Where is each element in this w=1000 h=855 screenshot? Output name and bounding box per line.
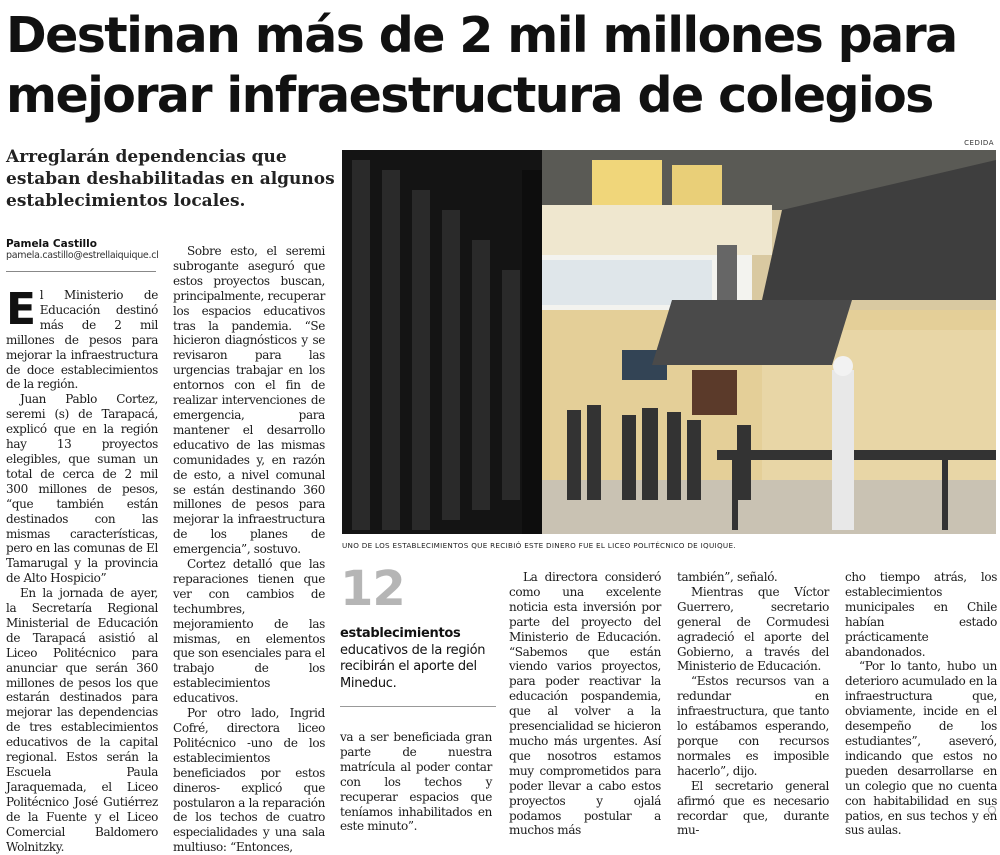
stat-divider: [340, 706, 496, 707]
stat-number: 12: [340, 561, 405, 617]
paragraph: Por otro lado, Ingrid Cofré, directora liceo Politécnico -uno de los establecimientos beneficiados por estos dineros- explicó que postularon a la reparación de los techos de cuatro especialidades y una sala multiuso: “Entonces,: [173, 706, 325, 855]
paragraph: “Estos recursos van a redundar en infraestructura, que tanto lo estábamos esperando, porque con recursos normales es imposible hacerlo”, dijo.: [677, 674, 829, 778]
headline: [6, 6, 996, 126]
headline-line-2: mejorar infraestructura de colegios: [6, 67, 933, 124]
article-column-2: [173, 244, 325, 855]
paragraph: Mientras que Víctor Guerrero, secretario general de Cormudesi agradeció el aporte del Gobierno, a través del Ministerio de Educación.: [677, 584, 829, 674]
paragraph: Cortez detalló que las reparaciones tienen que ver con cambios de techumbres, mejoramiento de las mismas, en elementos que son esenciales para el trabajo de los establecimientos educativos.: [173, 557, 325, 706]
paragraph: El secretario general afirmó que es necesario recordar que, durante mu-: [677, 778, 829, 838]
paragraph: cho tiempo atrás, los establecimientos municipales en Chile habían estado prácticamente abandonados.: [845, 570, 997, 659]
workshop-photo-illustration: [342, 150, 996, 534]
byline: [6, 238, 159, 261]
article-column-6: [845, 570, 997, 838]
article-column-5: [677, 570, 829, 838]
end-mark-icon: [988, 806, 996, 814]
article-column-1: [6, 284, 158, 854]
paragraph: Juan Pablo Cortez, seremi (s) de Tarapacá, explicó que en la región hay 13 proyectos elegibles, que suman un total de cerca de 2 mil 300 millones de pesos, “que también están destinados con las mismas características, pero en las comunas de El Tamarugal y la provincia de Alto Hospicio”: [6, 392, 158, 586]
drop-cap: E: [6, 284, 36, 335]
photo-caption: UNO DE LOS ESTABLECIMIENTOS QUE RECIBIÓ ESTE DINERO FUE EL LICEO POLITÉCNICO DE IQUIQUE.: [342, 541, 736, 550]
paragraph: “Por lo tanto, hubo un deterioro acumulado en la infraestructura que, obviamente, incide en el desempeño de los estudiantes”, aseveró, indicando que estos no pueden desarrollarse en un colegio que no cuenta con habitabilidad en sus patios, en sus techos y en sus aulas.: [845, 659, 997, 838]
paragraph: también”, señaló.: [677, 570, 778, 584]
author-email[interactable]: pamela.castillo@estrellaiquique.cl: [6, 250, 159, 261]
paragraph: va a ser beneficiada gran parte de nuestra matrícula al poder contar con los techos y recuperar espacios que teníamos inhabilitados en este minuto”.: [340, 730, 492, 834]
paragraph: En la jornada de ayer, la Secretaría Regional Ministerial de Educación de Tarapacá asistió al Liceo Politécnico para anunciar que serán 360 millones de pesos los que estarán destinados para mejorar las dependencias de tres establecimientos educativos de la capital regional. Estos serán la Escuela Paula Jaraquemada, el Liceo Politécnico José Gutiérrez de la Fuente y el Liceo Comercial Baldomero Wolnitzky.: [6, 586, 158, 854]
byline-divider: [6, 271, 156, 272]
article-column-4: [509, 570, 661, 838]
article-photo: [342, 150, 996, 534]
paragraph: La directora consideró como una excelente noticia esta inversión por parte del proyecto del Ministerio de Educación. “Sabemos que están viendo varios proyectos, para poder reactivar la educación pospandemia, que al volver a la presencialidad se hicieron mucho más urgentes. Así que nosotros estamos muy comprometidos para poder llevar a cabo estos proyectos y ojalá podamos postular a muchos más: [509, 570, 661, 838]
paragraph: El Ministerio de Educación destinó más de 2 mil millones de pesos para mejorar la infraestructura de doce establecimientos de la región.: [6, 284, 158, 392]
paragraph: Sobre esto, el seremi subrogante aseguró que estos proyectos buscan, principalmente, recuperar los espacios educativos tras la pandemia. “Se hicieron diagnósticos y se revisaron para las urgencias trabajar en los entornos con el fin de realizar intervenciones de emergencia, para mantener el desarrollo educativo de las mismas comunidades y, en razón de esto, a nivel comunal se están destinando 360 millones de pesos para mejorar la infraestructura de los planes de emergencia”, sostuvo.: [173, 244, 325, 557]
article-column-3: [340, 730, 492, 834]
author-name: Pamela Castillo: [6, 238, 97, 250]
stat-text: establecimientos educativos de la región recibirán el aporte del Mineduc.: [340, 626, 486, 691]
photo-credit: CEDIDA: [964, 139, 994, 147]
stat-bold: establecimientos: [340, 626, 461, 641]
stat-callout: [340, 562, 496, 692]
headline-line-1: Destinan más de 2 mil millones para: [6, 7, 957, 64]
subheadline: Arreglarán dependencias que estaban deshabilitadas en algunos establecimientos locales.: [6, 147, 335, 211]
